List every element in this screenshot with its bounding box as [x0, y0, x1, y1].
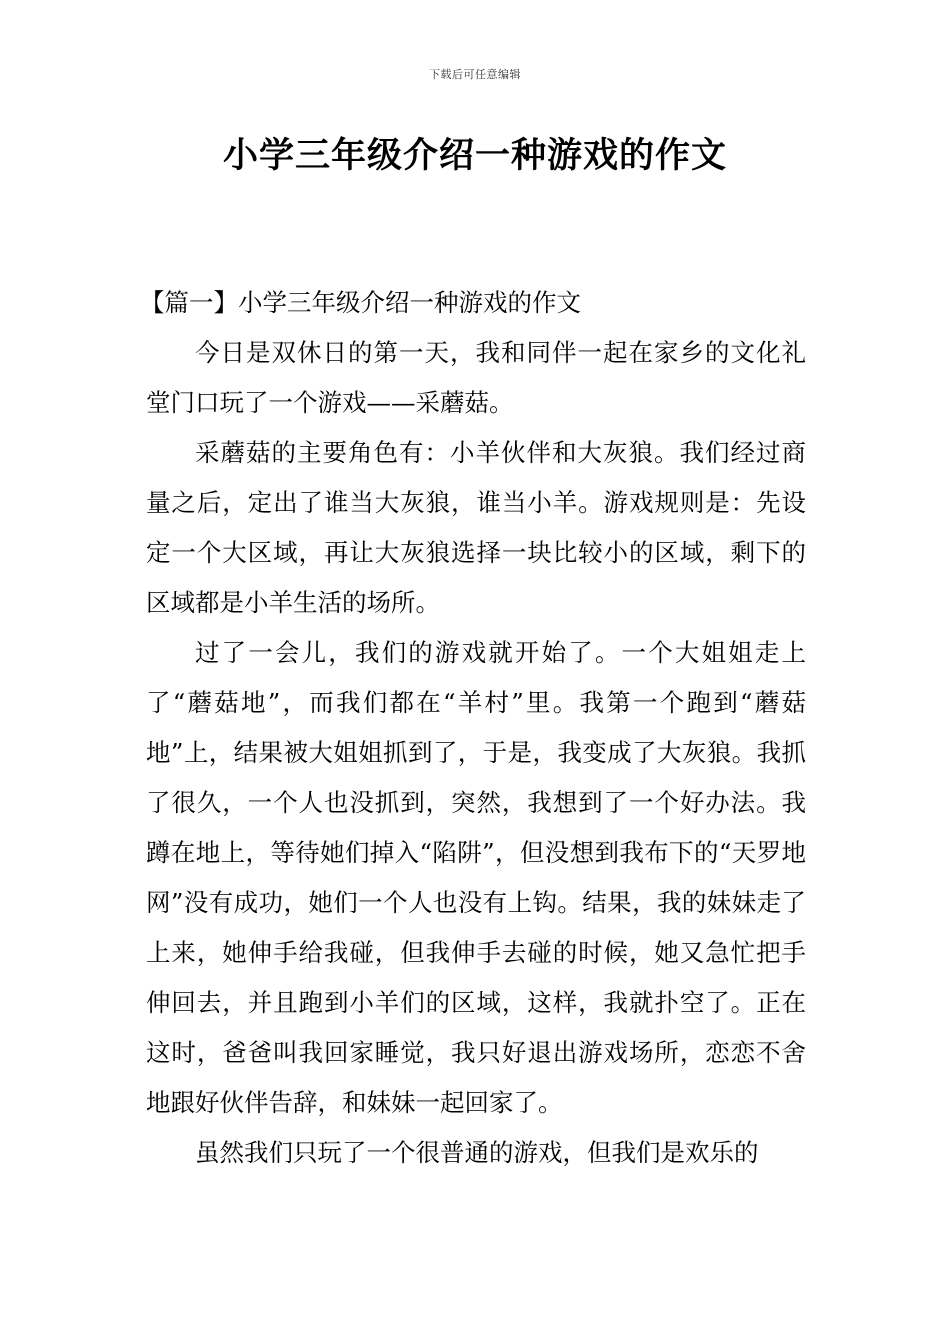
header-note: 下载后可任意编辑 [429, 68, 521, 81]
paragraph-1: 今日是双休日的第一天，我和同伴一起在家乡的文化礼堂门口玩了一个游戏——采蘑菇。 [146, 338, 806, 417]
document-title: 小学三年级介绍一种游戏的作文 [222, 135, 727, 176]
document-body [140, 278, 806, 1178]
paragraph-4: 虽然我们只玩了一个很普通的游戏，但我们是欢乐的 [195, 1138, 759, 1167]
section-heading: 【篇一】小学三年级介绍一种游戏的作文 [140, 288, 581, 317]
paragraph-2: 采蘑菇的主要角色有：小羊伙伴和大灰狼。我们经过商量之后，定出了谁当大灰狼，谁当小羊。游戏规则是：先设定一个大区域，再让大灰狼选择一块比较小的区域，剩下的区域都是小羊生活的场所。 [146, 438, 806, 617]
paragraph-3: 过了一会儿，我们的游戏就开始了。一个大姐姐走上了“蘑菇地”，而我们都在“羊村”里。我第一个跑到“蘑菇地”上，结果被大姐姐抓到了，于是，我变成了大灰狼。我抓了很久，一个人也没抓到，突然，我想到了一个好办法。我蹲在地上，等待她们掉入“陷阱”，但没想到我布下的“天罗地网”没有成功，她们一个人也没有上钩。结果，我的妹妹走了上来，她伸手给我碰，但我伸手去碰的时候，她又急忙把手伸回去，并且跑到小羊们的区域，这样，我就扑空了。正在这时，爸爸叫我回家睡觉，我只好退出游戏场所，恋恋不舍地跟好伙伴告辞，和妹妹一起回家了。 [146, 638, 806, 1117]
